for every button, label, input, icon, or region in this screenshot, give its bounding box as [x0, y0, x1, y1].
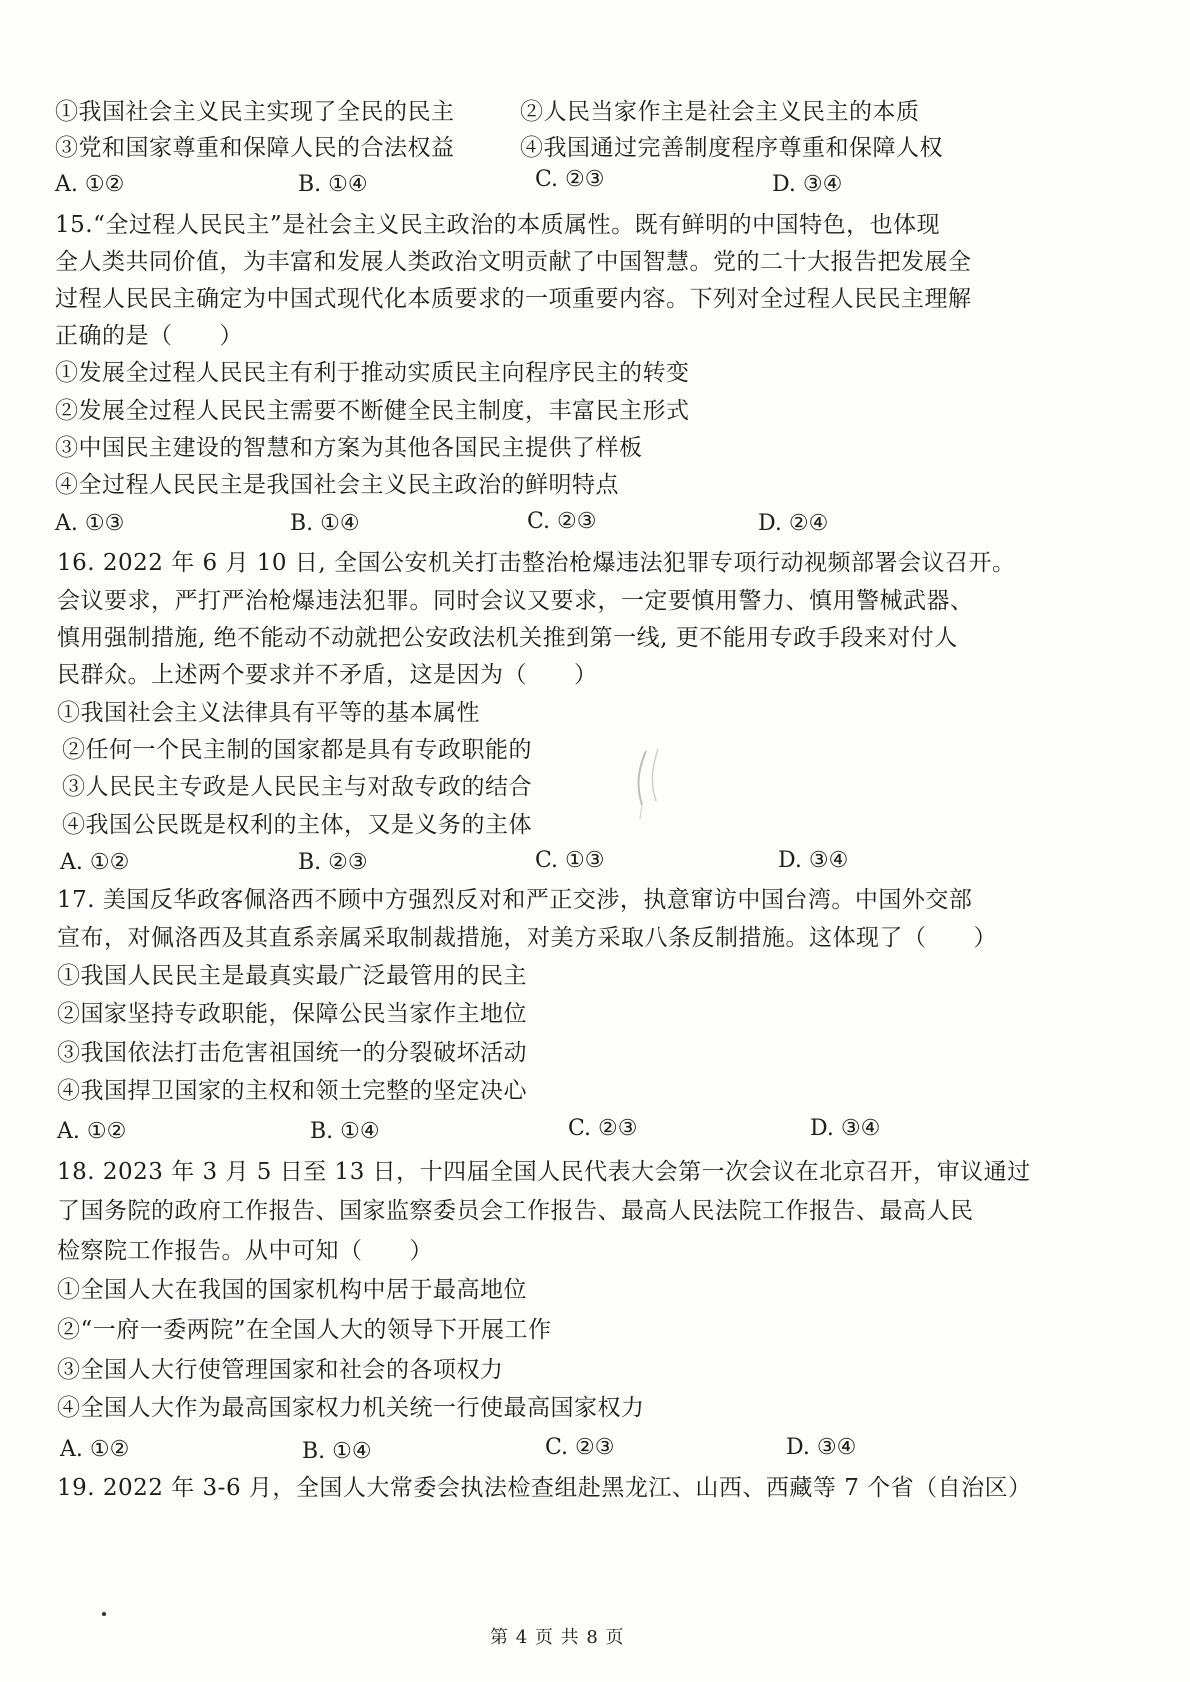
q15-statement-1: ①发展全过程人民民主有利于推动实质民主向程序民主的转变 [55, 360, 690, 386]
q15-statement-4: ④全过程人民民主是我国社会主义民主政治的鲜明特点 [55, 472, 619, 498]
q18-stem-line-1: 18. 2023 年 3 月 5 日至 13 日，十四届全国人民代表大会第一次会议在北京召开，审议通过 [57, 1159, 1031, 1185]
q17-option-d: D. ③④ [810, 1116, 881, 1141]
q16-option-c: C. ①③ [535, 848, 605, 873]
q16-stem-line-1: 16. 2022 年 6 月 10 日, 全国公安机关打击整治枪爆违法犯罪专项行动视频部署会议召开。 [57, 550, 1016, 576]
q15-option-a: A. ①③ [55, 511, 125, 536]
q17-statement-4: ④我国捍卫国家的主权和领土完整的坚定决心 [57, 1078, 527, 1104]
q17-stem-line-1: 17. 美国反华政客佩洛西不顾中方强烈反对和严正交涉，执意窜访中国台湾。中国外交部 [57, 887, 973, 913]
prev-statement-2: ②人民当家作主是社会主义民主的本质 [520, 99, 920, 125]
prev-option-d: D. ③④ [772, 172, 843, 197]
prev-option-c: C. ②③ [535, 167, 605, 192]
q17-option-c: C. ②③ [568, 1116, 638, 1141]
q15-stem-line-1: 15.“全过程人民民主”是社会主义民主政治的本质属性。既有鲜明的中国特色，也体现 [55, 212, 941, 238]
q16-statement-2: ②任何一个民主制的国家都是具有专政职能的 [62, 737, 532, 763]
q17-statement-1: ①我国人民民主是最真实最广泛最管用的民主 [57, 963, 527, 989]
prev-statement-1: ①我国社会主义民主实现了全民的民主 [55, 99, 455, 125]
q18-statement-2: ②“一府一委两院”在全国人大的领导下开展工作 [57, 1317, 552, 1343]
q19-stem-line-1: 19. 2022 年 3-6 月，全国人大常委会执法检查组赴黑龙江、山西、西藏等 7 个省（自治区） [57, 1475, 1032, 1501]
q16-stem-line-4: 民群众。上述两个要求并不矛盾，这是因为（ ） [57, 662, 598, 688]
q15-option-b: B. ①④ [290, 511, 360, 536]
q15-option-d: D. ②④ [758, 511, 829, 536]
prev-statement-3: ③党和国家尊重和保障人民的合法权益 [55, 135, 455, 161]
q15-statement-3: ③中国民主建设的智慧和方案为其他各国民主提供了样板 [55, 435, 643, 461]
page-number: 第 4 页 共 8 页 [490, 1627, 625, 1648]
q17-statement-2: ②国家坚持专政职能，保障公民当家作主地位 [57, 1001, 527, 1027]
q15-stem-line-2: 全人类共同价值，为丰富和发展人类政治文明贡献了中国智慧。党的二十大报告把发展全 [55, 249, 972, 275]
q17-option-a: A. ①② [57, 1119, 127, 1144]
prev-statement-4: ④我国通过完善制度程序尊重和保障人权 [520, 135, 943, 161]
q18-statement-3: ③全国人大行使管理国家和社会的各项权力 [57, 1357, 504, 1383]
q18-option-d: D. ③④ [786, 1435, 857, 1460]
q16-statement-3: ③人民民主专政是人民民主与对敌专政的结合 [62, 774, 532, 800]
q18-statement-1: ①全国人大在我国的国家机构中居于最高地位 [57, 1277, 527, 1303]
q16-option-a: A. ①② [60, 850, 130, 875]
q16-statement-1: ①我国社会主义法律具有平等的基本属性 [57, 700, 480, 726]
q16-option-b: B. ②③ [298, 850, 368, 875]
q17-option-b: B. ①④ [310, 1119, 380, 1144]
q18-statement-4: ④全国人大作为最高国家权力机关统一行使最高国家权力 [57, 1395, 645, 1421]
q15-statement-2: ②发展全过程人民民主需要不断健全民主制度，丰富民主形式 [55, 398, 690, 424]
q16-stem-line-2: 会议要求，严打严治枪爆违法犯罪。同时会议又要求，一定要慎用警力、慎用警械武器、 [57, 588, 974, 614]
q15-stem-line-4: 正确的是（ ） [55, 323, 243, 349]
q18-stem-line-3: 检察院工作报告。从中可知（ ） [57, 1238, 433, 1264]
prev-option-b: B. ①④ [298, 172, 368, 197]
q17-statement-3: ③我国依法打击危害祖国统一的分裂破坏活动 [57, 1040, 527, 1066]
q18-stem-line-2: 了国务院的政府工作报告、国家监察委员会工作报告、最高人民法院工作报告、最高人民 [57, 1198, 974, 1224]
pencil-stroke-mark [628, 745, 678, 825]
q16-statement-4: ④我国公民既是权利的主体，又是义务的主体 [62, 812, 532, 838]
q17-stem-line-2: 宣布，对佩洛西及其直系亲属采取制裁措施，对美方采取八条反制措施。这体现了（ ） [57, 925, 997, 951]
q16-stem-line-3: 慎用强制措施, 绝不能动不动就把公安政法机关推到第一线, 更不能用专政手段来对付人 [57, 625, 958, 651]
q15-stem-line-3: 过程人民民主确定为中国式现代化本质要求的一项重要内容。下列对全过程人民民主理解 [55, 286, 972, 312]
q18-option-c: C. ②③ [545, 1435, 615, 1460]
q15-option-c: C. ②③ [527, 509, 597, 534]
scan-dot [102, 1612, 106, 1616]
q18-option-b: B. ①④ [302, 1439, 372, 1464]
q18-option-a: A. ①② [60, 1437, 130, 1462]
q16-option-d: D. ③④ [778, 848, 849, 873]
prev-option-a: A. ①② [55, 172, 125, 197]
